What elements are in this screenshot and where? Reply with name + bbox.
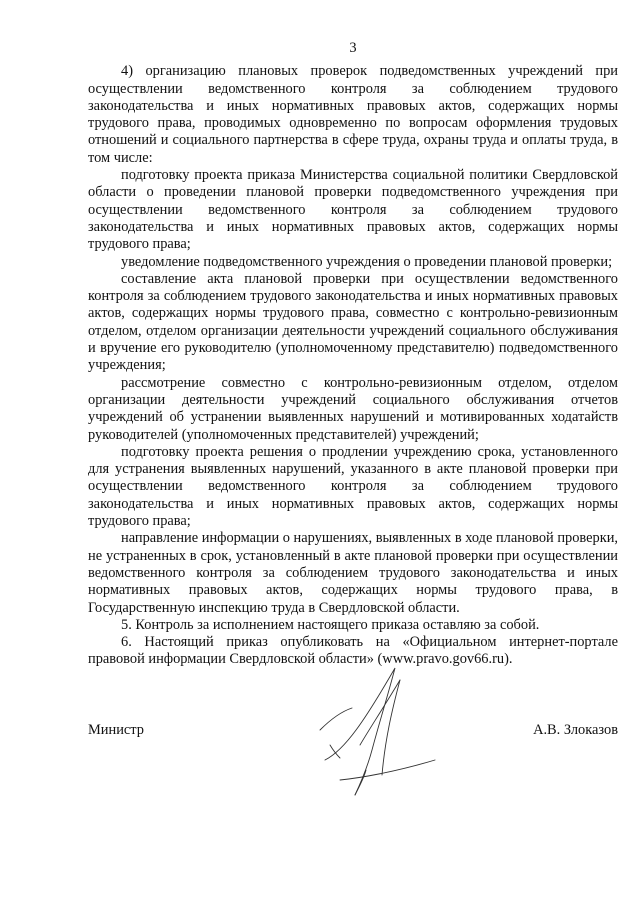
signatory-name: А.В. Злоказов	[533, 722, 618, 738]
paragraph-subitem-send-information: направление информации о нарушениях, выявленных в ходе плановой проверки, не устраненных в срок, установленный в акте плановой проверки при осуществлении ведомственного контроля за соблюдением трудового законодательства и иных нормативных правовых актов, содержащих нормы трудового права, в Государственную инспекцию труда в Свердловской области.	[88, 530, 618, 616]
page-number: 3	[349, 40, 357, 56]
paragraph-subitem-inspection-act: составление акта плановой проверки при осуществлении ведомственного контроля за соблюдением трудового законодательства и иных нормативных правовых актов, содержащих нормы трудового права, совместно с контрольно-ревизионным отделом, отделом организации деятельности учреждений социального обслуживания и вручение его руководителю (уполномоченному представителю) подведомственного учреждения;	[88, 270, 618, 374]
paragraph-item-6: 6. Настоящий приказ опубликовать на «Официальном интернет-портале правовой информации Свердловской области» (www.pravo.gov66.ru).	[88, 634, 618, 668]
paragraph-item-4: 4) организацию плановых проверок подведомственных учреждений при осуществлении ведомственного контроля за соблюдением трудового законодательства и иных нормативных правовых актов, содержащих нормы трудового права, проводимых одновременно по вопросам оформления трудовых отношений и социального партнерства в сфере труда, охраны труда и оплаты труда, в том числе:	[88, 63, 618, 166]
paragraph-subitem-extension-decision: подготовку проекта решения о продлении учреждению срока, установленного для устранения выявленных нарушений, указанного в акте плановой проверки при осуществлении ведомственного контроля за соблюдением трудового законодательства и иных нормативных правовых актов, содержащих нормы трудового права;	[88, 443, 618, 530]
signatory-position: Министр	[88, 722, 144, 738]
paragraph-subitem-review-reports: рассмотрение совместно с контрольно-ревизионным отделом, отделом организации деятельности учреждений социального обслуживания отчетов учреждений об устранении выявленных нарушений и мотивированных ходатайств руководителей (уполномоченных представителей) учреждений;	[88, 374, 618, 443]
paragraph-subitem-notification: уведомление подведомственного учреждения о проведении плановой проверки;	[121, 253, 613, 270]
paragraph-item-5: 5. Контроль за исполнением настоящего приказа оставляю за собой.	[121, 616, 540, 633]
paragraph-subitem-prepare-order: подготовку проекта приказа Министерства социальной политики Свердловской области о проведении плановой проверки подведомственного учреждения при осуществлении ведомственного контроля за соблюдением трудового законодательства и иных нормативных правовых актов, содержащих нормы трудового права;	[88, 167, 618, 253]
document-body	[88, 63, 618, 668]
signature-row	[88, 722, 618, 739]
